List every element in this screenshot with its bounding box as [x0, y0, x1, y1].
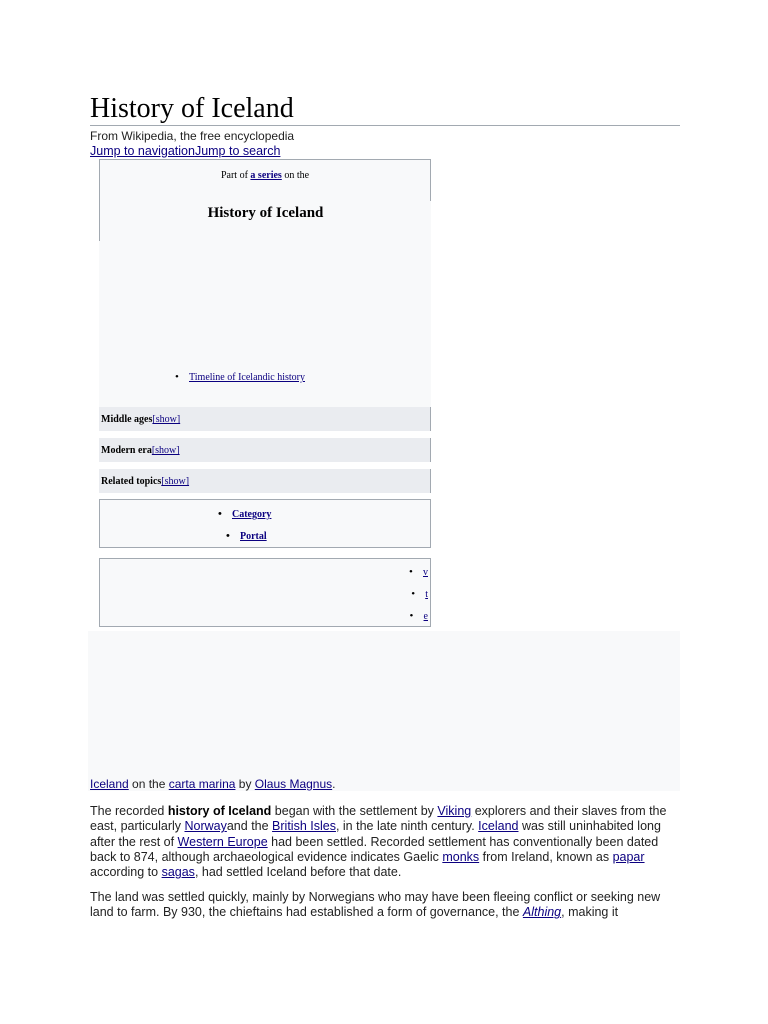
althing-link[interactable]: Althing [522, 905, 562, 920]
sidebar-title: History of Iceland [207, 205, 324, 221]
bullet-icon: • [411, 588, 416, 600]
text-run: was still uninhabited long after the rest of [90, 819, 661, 849]
section-label: Related topics [101, 476, 162, 487]
show-toggle-link[interactable]: [show] [151, 445, 180, 456]
sidebar-part-of [100, 170, 430, 181]
sidebar-section-middle-ages [99, 407, 431, 431]
text-run: The land was settled quickly, mainly by Norwegians who may have been fleeing conflict or seeking new land to farm. By 930, the chieftains had established a form of governance, the [90, 890, 661, 920]
sidebar-timeline-list [99, 365, 431, 407]
sidebar-header [99, 159, 431, 201]
text-run: , had settled Iceland before that date. [194, 865, 402, 880]
bullet-icon: • [175, 371, 179, 383]
sidebar-category-portal [99, 499, 431, 548]
text-run: according to [90, 865, 162, 880]
title-divider [90, 125, 680, 126]
series-link[interactable]: a series [250, 170, 282, 181]
caption-text: by [235, 777, 255, 791]
list-item [410, 610, 428, 622]
section-label: Middle ages [101, 414, 153, 425]
part-of-prefix: Part of [220, 170, 251, 181]
portal-link[interactable]: Portal [240, 531, 267, 542]
show-toggle-link[interactable]: [show] [152, 414, 181, 425]
bold-term: history of Iceland [167, 804, 272, 818]
sagas-link[interactable]: sagas [161, 865, 195, 880]
sidebar-section-modern-era [99, 438, 431, 462]
western-europe-link[interactable]: Western Europe [177, 834, 268, 849]
talk-template-link[interactable]: t [425, 589, 428, 600]
view-template-link[interactable]: v [423, 567, 428, 578]
norway-link[interactable]: Norway [184, 819, 227, 834]
sidebar-section-related-topics [99, 469, 431, 493]
text-run: began with the settlement by [271, 804, 438, 818]
jump-to-search-link[interactable]: Jump to search [194, 144, 281, 158]
list-item [409, 566, 428, 578]
monks-link[interactable]: monks [442, 849, 480, 864]
part-of-suffix: on the [281, 170, 310, 181]
site-tagline: From Wikipedia, the free encyclopedia [90, 129, 295, 143]
settlement-paragraph [90, 890, 682, 921]
category-link[interactable]: Category [232, 509, 272, 520]
text-run: and the [226, 819, 273, 834]
iceland-link[interactable]: Iceland [478, 819, 519, 834]
list-item [175, 371, 305, 383]
text-run: had been settled. Recorded settlement has conventionally been dated back to 874, although archaeological evidence indicates Gaelic [90, 834, 659, 864]
viking-link[interactable]: Viking [437, 804, 472, 818]
british-isles-link[interactable]: British Isles [272, 819, 336, 834]
section-label: Modern era [101, 445, 152, 456]
text-run: explorers and their slaves from the east, particularly [90, 804, 667, 834]
carta-marina-link[interactable]: carta marina [168, 777, 236, 791]
sidebar-title-box [99, 201, 431, 241]
caption-text: on the [128, 777, 169, 791]
text-run: , making it [561, 905, 619, 920]
carta-marina-image-placeholder [88, 631, 680, 791]
bullet-icon: • [409, 566, 413, 578]
papar-link[interactable]: papar [612, 849, 645, 864]
series-sidebar [99, 159, 431, 627]
jump-links [90, 144, 280, 158]
iceland-link[interactable]: Iceland [90, 777, 129, 791]
bullet-icon: • [218, 508, 222, 520]
bullet-icon: • [409, 610, 414, 622]
sidebar-image-placeholder [99, 241, 431, 365]
figure-caption [90, 777, 336, 791]
caption-text: . [332, 777, 336, 791]
text-run: from Ireland, known as [479, 849, 613, 864]
sidebar-vte [99, 558, 431, 627]
jump-to-navigation-link[interactable]: Jump to navigation [90, 144, 195, 158]
list-item [226, 530, 267, 542]
edit-template-link[interactable]: e [423, 611, 428, 622]
list-item [411, 588, 428, 600]
text-run: , in the late ninth century. [335, 819, 479, 834]
show-toggle-link[interactable]: [show] [161, 476, 190, 487]
timeline-link[interactable]: Timeline of Icelandic history [189, 372, 305, 383]
text-run: The recorded [90, 804, 168, 818]
olaus-magnus-link[interactable]: Olaus Magnus [254, 777, 333, 791]
intro-paragraph [90, 804, 682, 880]
list-item [218, 508, 271, 520]
page-title: History of Iceland [90, 93, 294, 124]
bullet-icon: • [226, 530, 230, 542]
